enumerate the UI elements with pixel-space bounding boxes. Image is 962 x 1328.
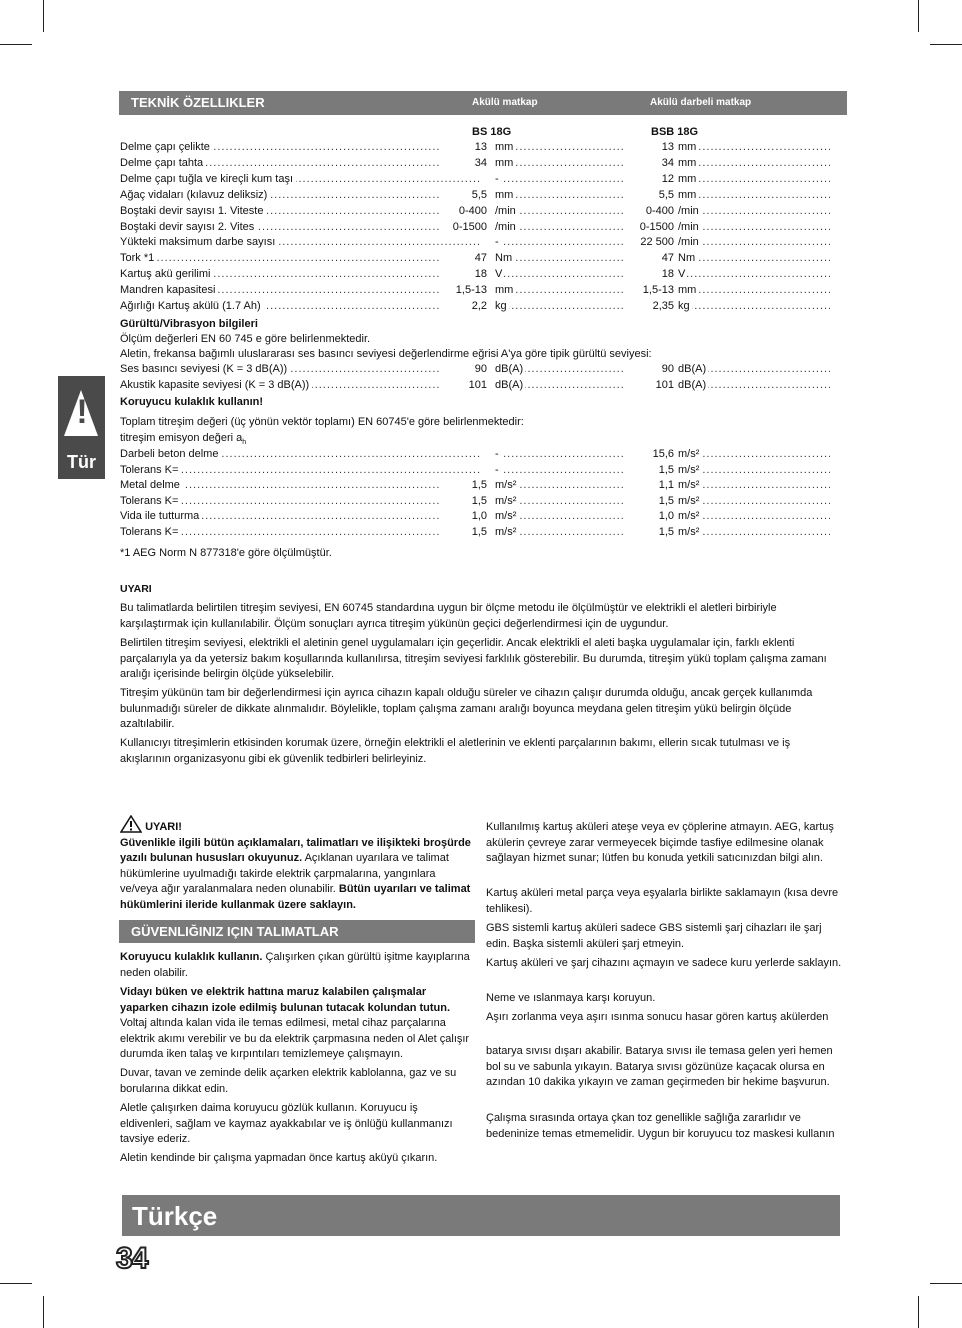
unit-2: V <box>678 268 686 281</box>
unit-2: dB(A) <box>678 379 707 391</box>
crop-mark <box>930 1283 962 1284</box>
warning-bold-2: Bütün uyarıları ve talimat hükümlerini ileride kullanmak üzere saklayın. <box>120 883 471 911</box>
unit-2: mm <box>678 156 697 169</box>
language-footer-title: Türkçe <box>132 1201 218 1231</box>
value-1: 5,5 <box>440 189 487 201</box>
unit-1: kg <box>495 300 507 312</box>
battery-paragraph-2: Kartuş aküleri metal parça veya eşyalarla birlikte saklamayın (kısa devre tehlikesi). <box>486 887 839 915</box>
spec-row <box>120 284 850 300</box>
safety-paragraph-2 <box>120 985 472 1063</box>
crop-mark <box>0 1283 32 1284</box>
row-label: Ağaç vidaları (kılavuz deliksiz) <box>120 189 270 201</box>
unit-2: mm <box>678 188 697 201</box>
crop-mark <box>43 1296 44 1328</box>
value-1: 1,5-13 <box>440 284 487 296</box>
battery-paragraph-5: Neme ve ıslanmaya karşı koruyun. <box>486 992 656 1004</box>
leader-dots <box>678 236 830 248</box>
column-heading-drill: Akülü matkap <box>472 97 538 108</box>
unit-1: m/s² <box>495 510 517 523</box>
row-label: Delme çapı tahta <box>120 157 206 169</box>
row-label: Delme çapı çelikte <box>120 141 213 153</box>
safety-paragraph-3: Duvar, tavan ve zeminde delik açarken elektrik kablolanna, gaz ve su borularına dikkat edin. <box>120 1067 457 1095</box>
unit-2: Nm <box>678 252 696 265</box>
spec-row <box>120 268 850 284</box>
row-label: Ses basıncı seviyesi (K = 3 dB(A)) <box>120 363 290 375</box>
spec-row <box>120 157 850 173</box>
value-2: 2,35 <box>625 300 674 312</box>
value-2: 34 <box>625 157 674 169</box>
row-label: Boştaki devir sayısı 2. Vites <box>120 221 257 233</box>
leader-dots <box>678 173 830 185</box>
battery-paragraph-6: Aşırı zorlanma veya aşırı ısınma sonucu hasar gören kartuş akülerden <box>486 1011 829 1023</box>
noise-line-2: Aletin, frekansa bağımlı uluslararası ses basıncı seviyesi değerlendirme eğrisi A'ya göre tipik gürültü seviyesi: <box>120 348 652 360</box>
warning-icon <box>120 815 142 833</box>
unit-1: mm <box>495 156 514 169</box>
value-2: 1,5 <box>625 526 674 538</box>
battery-paragraph-1: Kullanılmış kartuş aküleri ateşe veya ev çöplerine atmayın. AEG, kartuş akülerin çevreye zarar vermeyecek biçimde tasfiye edilmesine olanak sağlayan hizmet sunar; lütfen bu konuda yetkili satıcınızdan bilgi alın. <box>486 821 834 864</box>
spec-row <box>120 173 850 189</box>
spec-row <box>120 526 850 542</box>
row-label: Tolerans K= <box>120 495 181 507</box>
unit-1: m/s² <box>495 479 517 492</box>
vibration-line-1: Toplam titreşim değeri (üç yönün vektör toplamı) EN 60745'e göre belirlenmektedir: <box>120 416 524 428</box>
value-2: 1,5-13 <box>625 284 674 296</box>
ear-protection-note: Koruyucu kulaklık kullanın! <box>120 396 264 408</box>
leader-dots <box>678 221 830 233</box>
value-2: 13 <box>625 141 674 153</box>
noise-line-1: Ölçüm değerleri EN 60 745 e göre belirlenmektedir. <box>120 333 371 345</box>
leader-dots <box>678 189 830 201</box>
noise-title: Gürültü/Vibrasyon bilgileri <box>120 318 258 330</box>
vibration-subscript: h <box>242 439 247 447</box>
value-1: 1,5 <box>440 526 487 538</box>
value-2: 1,5 <box>625 464 674 476</box>
value-1: 18 <box>440 268 487 280</box>
value-2: 22 500 <box>625 236 674 248</box>
unit-1: - <box>495 236 499 249</box>
warning-bold-1: Güvenlikle ilgili bütün açıklamaları, talimatları ve ilişikteki broşürde yazılı bulunan hususları okuyunuz. <box>120 836 471 864</box>
crop-mark <box>0 44 32 45</box>
safety-section-bar <box>119 920 475 943</box>
row-label: Tolerans K= <box>120 464 181 476</box>
spec-row <box>120 510 850 526</box>
value-2: 1,1 <box>625 479 674 491</box>
leader-dots <box>678 268 830 280</box>
unit-1: - <box>495 448 499 460</box>
row-label: Kartuş akü gerilimi <box>120 268 213 280</box>
uyari-paragraph-1: Bu talimatlarda belirtilen titreşim seviyesi, EN 60745 standardına uygun bir ölçme metodu ile ölçülmüştür ve elektrikli el aletleri birbiriyle karşılaştırmak için kullanılabilir. Ölçüm sonuçları ayrıca titreşim yükünün geçici değerlendirmesi için de uygundur. <box>120 602 777 630</box>
value-2: 15,6 <box>625 448 674 460</box>
spec-row <box>120 236 850 252</box>
row-label: Akustik kapasite seviyesi (K = 3 dB(A)) <box>120 379 312 391</box>
row-label: Tolerans K= <box>120 526 181 538</box>
value-1: 2,2 <box>440 300 487 312</box>
value-2: 1,5 <box>625 495 674 507</box>
row-label: Mandren kapasitesi <box>120 284 218 296</box>
leader-dots <box>120 252 480 264</box>
unit-1: /min <box>495 204 516 217</box>
unit-2: /min <box>678 236 699 249</box>
value-1: 1,5 <box>440 479 487 491</box>
footnote: *1 AEG Norm N 877318'e göre ölçülmüştür. <box>120 547 332 559</box>
unit-2: m/s² <box>678 463 700 476</box>
row-label: Darbeli beton delme <box>120 448 221 460</box>
unit-1: mm <box>495 141 514 153</box>
spec-row <box>120 205 850 221</box>
warning-heading <box>120 815 472 836</box>
unit-2: m/s² <box>678 494 700 507</box>
unit-2: dB(A) <box>678 363 707 375</box>
safety-paragraph-1 <box>120 950 472 981</box>
unit-1: mm <box>495 188 514 201</box>
value-2: 90 <box>625 363 674 375</box>
value-1: 1,0 <box>440 510 487 522</box>
value-2: 101 <box>625 379 674 391</box>
battery-paragraph-8: Çalışma sırasında ortaya çkan toz genellikle sağlığa zararlıdır ve bedeninize temas etmemelidir. Uygun bir koruyucu toz maskesi kullanın <box>486 1112 835 1140</box>
crop-mark <box>918 0 919 32</box>
uyari-title: UYARI <box>120 583 152 595</box>
spec-row <box>120 464 850 480</box>
safety-p1-bold: Koruyucu kulaklık kullanın. <box>120 951 263 963</box>
unit-1: Nm <box>495 252 513 265</box>
unit-2: m/s² <box>678 479 700 492</box>
uyari-paragraph-4: Kullanıcıyı titreşimlerin etkisinden korumak üzere, örneğin elektrikli el aletlerinin ve eklenti parçalarının bakımı, ellerin sıcak tutulması ve iş akışlarının organizasyonu gibi ek güvenlik tedbirleri belirleyiniz. <box>120 737 791 765</box>
safety-section-title: GÜVENLIĞINIZ IÇIN TALIMATLAR <box>131 924 339 939</box>
warning-title: UYARI! <box>145 821 182 833</box>
spec-row <box>120 479 850 495</box>
row-label: Tork *1 <box>120 252 157 264</box>
battery-paragraph-3: GBS sistemli kartuş aküleri sadece GBS sistemli şarj cihazları ile şarj edin. Başka sistemli aküleri şarj etmeyin. <box>486 922 822 950</box>
unit-2: kg <box>678 300 690 312</box>
page-number: 34 <box>116 1242 148 1275</box>
row-label: Vida ile tutturma <box>120 510 202 522</box>
unit-1: mm <box>495 284 514 297</box>
row-label: Yükteki maksimum darbe sayısı <box>120 236 278 248</box>
value-1: 0-1500 <box>440 221 487 233</box>
leader-dots <box>678 141 830 153</box>
value-1: 1,5 <box>440 495 487 507</box>
leader-dots <box>678 300 830 312</box>
language-footer-bar <box>122 1195 840 1236</box>
value-2: 12 <box>625 173 674 185</box>
unit-2: m/s² <box>678 448 700 460</box>
unit-2: mm <box>678 284 697 297</box>
uyari-paragraph-3: Titreşim yükünün tam bir değerlendirmesi için ayrıca cihazın kapalı olduğu süreler ve cihazın çalışır durumda olduğu, ancak gerçek kullanımda bulunmadığı süreler de dikkate alınmalıdır. Böylelikle, toplam çalışma zamanı aralığı boyunca meydana gelen titreşim yükü belirgin ölçüde azaltılabilir. <box>120 687 813 730</box>
value-1: 0-400 <box>440 205 487 217</box>
crop-mark <box>43 0 44 32</box>
spec-row <box>120 221 850 237</box>
row-label: Boştaki devir sayısı 1. Viteste <box>120 205 266 217</box>
unit-1: m/s² <box>495 526 517 538</box>
value-2: 5,5 <box>625 189 674 201</box>
spec-row <box>120 495 850 511</box>
value-1: 13 <box>440 141 487 153</box>
leader-dots <box>678 284 830 296</box>
spec-row <box>120 448 850 464</box>
spec-row <box>120 252 850 268</box>
unit-2: /min <box>678 204 699 217</box>
unit-1: dB(A) <box>495 379 524 391</box>
unit-2: m/s² <box>678 510 700 523</box>
crop-mark <box>930 44 962 45</box>
column-heading-impact-drill: Akülü darbeli matkap <box>650 97 752 108</box>
leader-dots <box>678 157 830 169</box>
model-1: BS 18G <box>472 126 512 138</box>
model-2: BSB 18G <box>651 126 699 138</box>
value-2: 47 <box>625 252 674 264</box>
unit-1: - <box>495 463 499 476</box>
uyari-paragraph-2: Belirtilen titreşim seviyesi, elektrikli el aletinin genel uygulamaları için geçerlidir. Ancak elektrikli el aleti başka uygulamalar için, farklı eklenti parçalarıyla ya da yetersiz bakım koşullarında kullanılırsa, titreşim seviyesi farklılık gösterebilir. Bu durumda, titreşim yükü toplam çalışma zamanı aralığı içerisinde belirgin ölçüde yükselebilir. <box>120 637 827 680</box>
safety-p2-text: Voltaj altında kalan vida ile temas edilmesi, metal cihaz parçalarına elektrik akımı verebilir ve bu da elektrik çarpmasına neden ol Alet çalışır durumda iken talaş ve kırpıntıları temizlemeye çalışmayın. <box>120 1017 470 1060</box>
value-1: 101 <box>440 379 487 391</box>
value-1: 34 <box>440 157 487 169</box>
leader-dots <box>678 252 830 264</box>
unit-1: m/s² <box>495 494 517 507</box>
unit-1: - <box>495 172 499 185</box>
value-1: 47 <box>440 252 487 264</box>
spec-header-bar <box>119 91 847 115</box>
spec-row <box>120 363 850 379</box>
language-tab-label: Tür <box>67 452 96 472</box>
spec-row <box>120 379 850 395</box>
leader-dots <box>678 205 830 217</box>
unit-1: V <box>495 268 503 281</box>
vibration-line-2-text: titreşim emisyon değeri a <box>120 432 243 444</box>
unit-2: mm <box>678 141 697 153</box>
spec-row <box>120 189 850 205</box>
row-label: Ağırlığı Kartuş akülü (1.7 Ah) <box>120 300 264 312</box>
safety-p2-bold: Vidayı büken ve elektrik hattına maruz kalabilen çalışmalar yaparken cihazın izole edilmiş bulunan tutacak kolundan tutun. <box>120 986 451 1014</box>
value-2: 0-1500 <box>625 221 674 233</box>
value-2: 0-400 <box>625 205 674 217</box>
value-2: 1,0 <box>625 510 674 522</box>
safety-paragraph-4: Aletle çalışırken daima koruyucu gözlük kullanın. Koruyucu iş eldivenleri, sağlam ve kaymaz ayakkabılar ve iş önlüğü kullanmanızı tavsiye ederiz. <box>120 1102 453 1145</box>
battery-paragraph-4: Kartuş aküleri ve şarj cihazını açmayın ve sadece kuru yerlerde saklayın. <box>486 957 842 969</box>
unit-2: /min <box>678 220 699 233</box>
unit-2: mm <box>678 172 697 185</box>
unit-1: /min <box>495 220 516 233</box>
safety-paragraph-5: Aletin kendinde bir çalışma yapmadan önce kartuş aküyü çıkarın. <box>120 1152 438 1164</box>
unit-1: dB(A) <box>495 363 524 375</box>
warning-block <box>120 815 472 913</box>
language-tab <box>58 376 105 479</box>
spec-title: TEKNİK ÖZELLIKLER <box>131 95 265 110</box>
row-label: Metal delme <box>120 479 183 491</box>
safety-p1-text: Çalışırken çıkan gürültü işitme kayıplarına neden olabilir. <box>120 951 470 979</box>
spec-row <box>120 300 850 316</box>
battery-paragraph-7: batarya sıvısı dışarı akabilir. Batarya sıvısı ile temasa gelen yeri hemen bol su ve sabunla yıkayın. Batarya sıvısı gözünüze kaçacak olursa en azından 10 dakika yıkayın ve zaman geçirmeden bir hekime başvurun. <box>486 1045 833 1088</box>
warning-text: Açıklanan uyarılara ve talimat hükümlerine uyulmadığı takirde elektrik çarpmalarına, yangınlara ve/veya ağır yaralanmalara neden olunabilir. <box>120 852 449 895</box>
exclamation-icon: ! <box>76 393 88 431</box>
crop-mark <box>918 1296 919 1328</box>
spec-row <box>120 141 850 157</box>
vibration-line-2 <box>120 432 246 446</box>
value-2: 18 <box>625 268 674 280</box>
value-1: 90 <box>440 363 487 375</box>
unit-2: m/s² <box>678 526 700 538</box>
row-label: Delme çapı tuğla ve kireçli kum taşı <box>120 173 296 185</box>
